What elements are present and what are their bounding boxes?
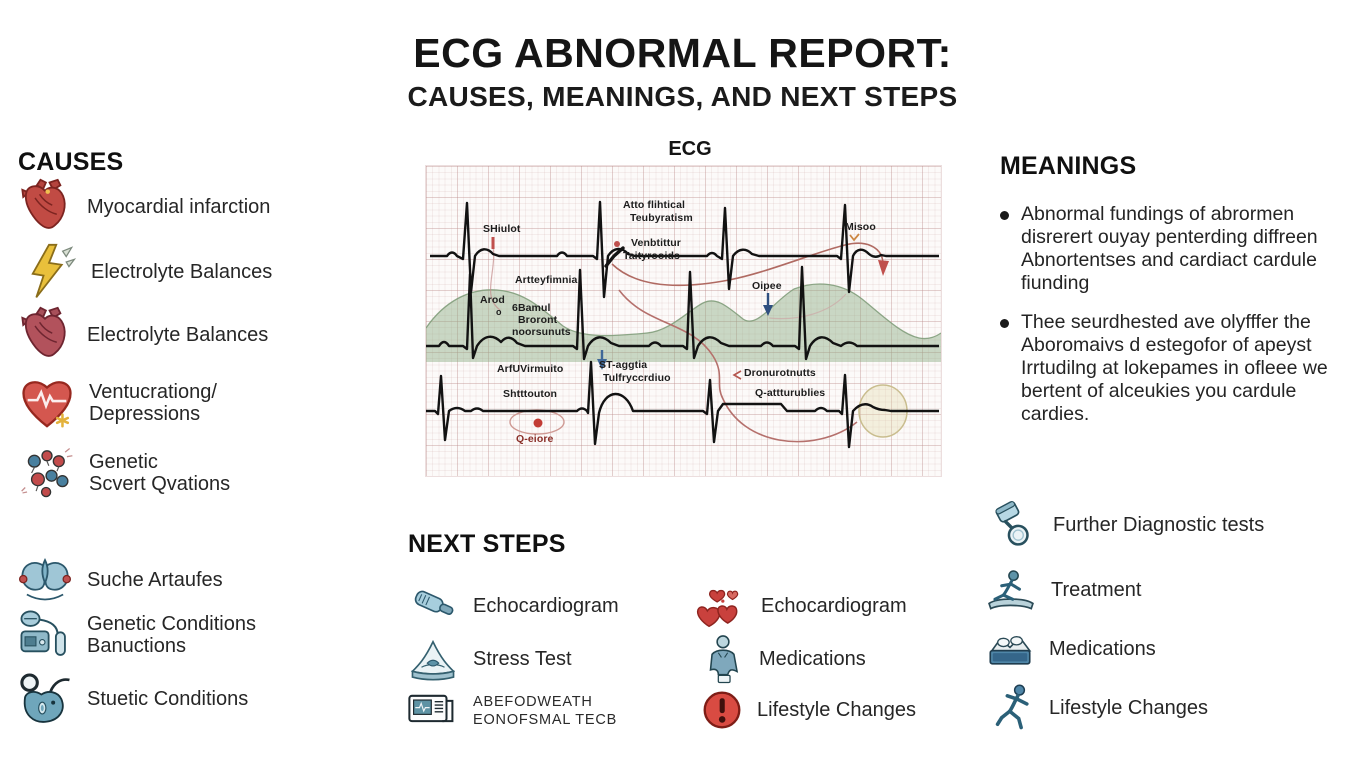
ecg-annotation: Teubyratism [630,212,693,224]
meanings-bullets [1000,203,1355,442]
ecg-annotation: Broront [518,314,558,326]
title-block [0,30,1365,113]
cause-label: Ventucrationg/ Depressions [89,380,217,425]
ultrasound-fan-icon [406,636,460,682]
anatomical-heart-icon [16,306,74,364]
ecg-annotation: Atto flihtical [623,199,686,211]
ecg-annotation: Taityrooids [623,250,680,262]
ultrasound-transducer-icon [408,582,460,630]
meanings-heading: MEANINGS [1000,152,1137,180]
cause-label: Electrolyte Balances [91,260,273,283]
cause-item-suche [16,551,223,609]
cause-item-genetic-conditions [16,606,256,664]
next-step-stress-test [406,636,572,682]
ecg-annotation: ST-aggtia [599,359,648,371]
next-step-label: Echocardiogram [473,594,619,617]
page-title: ECG ABNORMAL REPORT: [413,30,952,76]
causes-heading: CAUSES [18,148,124,176]
patient-person-icon [700,634,746,684]
meaning-item-label: Treatment [1051,578,1142,601]
ecg-annotation: Dronurotnutts [744,367,816,379]
lightning-bolt-icon [20,243,78,301]
hearts-cluster-icon [696,582,748,630]
next-step-label: Stress Test [473,647,572,670]
cause-item-myocardial-infarction [16,178,270,236]
ecg-annotation: SHiulot [483,223,521,235]
lifestyle-runner-icon [990,682,1036,734]
cause-item-electrolyte-2 [16,306,268,364]
meanings-bullet-2: Thee seurdhested ave olyfffer the Aboromaivs d estegofor of apeyst Irrtudilng at lokepames in ofleee we bertent of alceukies you cardule cardies. [1000,311,1355,426]
cause-label: Suche Artaufes [87,568,223,591]
meaning-item-label: Medications [1049,637,1156,660]
ecg-annotation: Shtttouton [503,388,558,400]
anatomical-heart-icon [16,178,74,236]
heart-pulse-icon [18,374,76,432]
next-step-label: Medications [759,647,866,670]
meaning-item-label: Lifestyle Changes [1049,696,1208,719]
next-step-echocardiogram [408,582,619,630]
ecg-annotation: Arod [480,294,505,306]
meaning-item-medications [984,626,1156,672]
monitor-device-icon [16,670,74,728]
bullet-dot [1000,319,1009,328]
medication-box-icon [984,626,1036,672]
ecg-annotation: o [496,307,502,317]
ecg-annotation: Q-attturublies [755,387,826,399]
ecg-annotation: Oipee [752,280,782,292]
next-step-label: ABEFODWEATH EONOFSMAL TECB [473,693,618,728]
cause-item-electrolyte-1 [20,243,272,301]
ecg-machine-icon [406,688,460,734]
meaning-item-diagnostic-tests [988,498,1264,552]
cause-label: Genetic Conditions Banuctions [87,612,256,657]
meanings-bullet-1: Abnormal fundings of abrormen disrerert ouyay penterding diffreen Abnortentses and cardiact cardule fiunding [1000,203,1355,295]
cause-label: Genetic Scvert Qvations [89,450,231,495]
meaning-item-label: Further Diagnostic tests [1053,513,1265,536]
bullet-dot [1000,211,1009,220]
treatment-runner-icon [984,566,1038,614]
pacemaker-device-icon [16,606,74,664]
next-step-medications [700,634,866,684]
ecg-chart [425,165,942,477]
cause-item-genetic [18,444,230,502]
cells-cluster-icon [18,444,76,502]
ecg-annotation: ArfUVirmuito [497,363,564,375]
ecg-annotation: noorsunuts [512,326,571,338]
next-step-ecg-report [406,688,617,734]
lungs-icon [16,551,74,609]
ecg-annotation: Venbtittur [631,237,681,249]
page-subtitle: CAUSES, MEANINGS, AND NEXT STEPS [407,81,958,112]
ecg-annotation: Tulfryccrdiuo [603,372,671,384]
exclamation-circle-icon [700,688,744,732]
next-step-label: Echocardiogram [761,594,907,617]
ecg-annotation: 6Bamul [512,302,551,314]
diagnostic-magnifier-icon [988,498,1040,552]
cause-label: Electrolyte Balances [87,323,269,346]
cause-label: Myocardial infarction [87,195,271,218]
ecg-annotation: Misoo [845,221,876,233]
next-step-echocardiogram-2 [696,582,907,630]
ecg-annotation: Artteyfimnia [515,274,578,286]
cause-item-stuetic [16,670,248,728]
ecg-annotation: Q-eiore [516,433,554,445]
ecg-chart-title: ECG [668,138,712,160]
meaning-item-treatment [984,566,1141,614]
meaning-item-lifestyle [990,682,1208,734]
next-step-label: Lifestyle Changes [757,698,916,721]
next-steps-heading: NEXT STEPS [408,530,566,558]
cause-item-ventucrationg [18,374,217,432]
next-step-lifestyle [700,688,916,732]
cause-label: Stuetic Conditions [87,687,249,710]
